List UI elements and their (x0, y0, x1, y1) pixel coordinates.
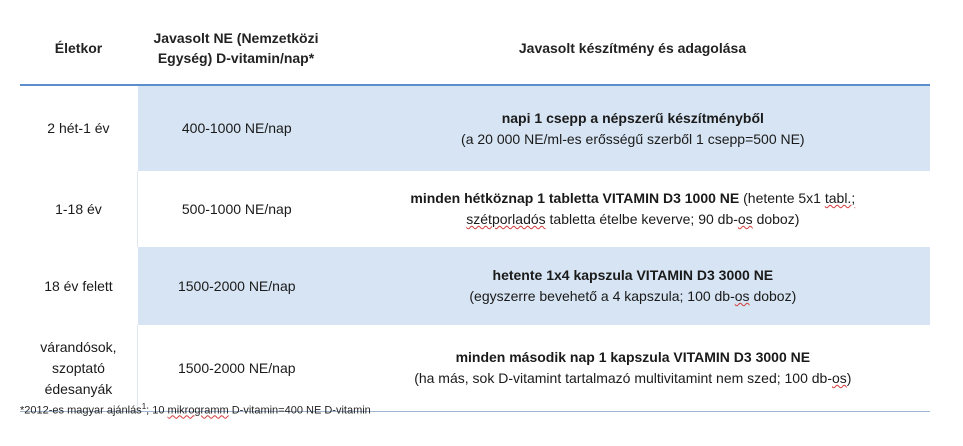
footnote-part: ; 10 (146, 404, 168, 417)
preparation-title: minden második nap 1 kapszula VITAMIN D3 3000 NE (455, 349, 811, 365)
detail-part: doboz) (752, 211, 800, 227)
detail-part: (egyszerre bevehető a 4 kapszula; 100 db- (469, 288, 735, 304)
dose-cell: 400-1000 NE/nap (137, 86, 336, 171)
detail-part: (ha más, sok D-vitamint tartalmazó multivitamint nem szed; 100 db- (414, 370, 832, 386)
age-line: édesanyák (44, 380, 113, 397)
header-age: Életkor (54, 40, 103, 56)
detail-part: os (832, 370, 847, 386)
header-dose-line2: Egység) D-vitamin/nap* (157, 50, 315, 66)
table-row (20, 171, 930, 247)
detail-part: os (734, 288, 750, 304)
header-preparation: Javasolt készítmény és adagolása (518, 40, 747, 56)
detail-part: os (737, 211, 753, 227)
footnote-superscript: 1 (141, 402, 147, 411)
footnote-part: *2012-es magyar ajánlás (20, 404, 142, 417)
age-cell (20, 325, 137, 411)
dose-cell: 1500-2000 NE/nap (137, 247, 336, 325)
age-line: várandósok, (40, 338, 117, 355)
preparation-line1 (410, 188, 855, 209)
preparation-cell (336, 171, 930, 247)
table-row (20, 247, 930, 325)
preparation-cell (336, 247, 930, 325)
detail-part: ) (846, 370, 852, 386)
detail-part: doboz) (749, 288, 797, 304)
footnote-part: mikrogramm (167, 404, 229, 417)
age-cell: 18 év felett (20, 247, 137, 325)
header-dose (137, 28, 335, 68)
preparation-title: napi 1 csepp a népszerű készítményből (501, 109, 764, 126)
age-line: szoptató (51, 359, 105, 376)
preparation-note: (hetente 5x1 (739, 190, 825, 206)
header-dose-line1: Javasolt NE (Nemzetközi (153, 30, 319, 46)
preparation-cell (336, 86, 930, 171)
dose-cell: 1500-2000 NE/nap (137, 325, 336, 411)
detail-part: szétporladós (466, 211, 546, 227)
preparation-note-abbr: tabl.; (824, 190, 856, 206)
preparation-title: minden hétköznap 1 tabletta VITAMIN D3 1000 NE (410, 190, 740, 206)
vitamin-d-table (20, 12, 930, 412)
footnote (20, 402, 371, 417)
table-row (20, 86, 930, 171)
table-row (20, 325, 930, 412)
preparation-cell (336, 325, 930, 411)
age-cell: 1-18 év (20, 171, 137, 247)
preparation-detail (414, 368, 851, 389)
detail-part: tabletta ételbe keverve; 90 db- (545, 211, 738, 227)
preparation-detail (466, 209, 799, 230)
preparation-detail (469, 286, 796, 307)
table-header (20, 12, 930, 86)
age-cell: 2 hét-1 év (20, 86, 137, 171)
preparation-title: hetente 1x4 kapszula VITAMIN D3 3000 NE (492, 267, 774, 283)
dose-cell: 500-1000 NE/nap (137, 171, 336, 247)
preparation-detail: (a 20 000 NE/ml-es erősségű szerből 1 csepp=500 NE) (461, 130, 805, 147)
footnote-part: D-vitamin=400 NE D-vitamin (228, 404, 371, 417)
